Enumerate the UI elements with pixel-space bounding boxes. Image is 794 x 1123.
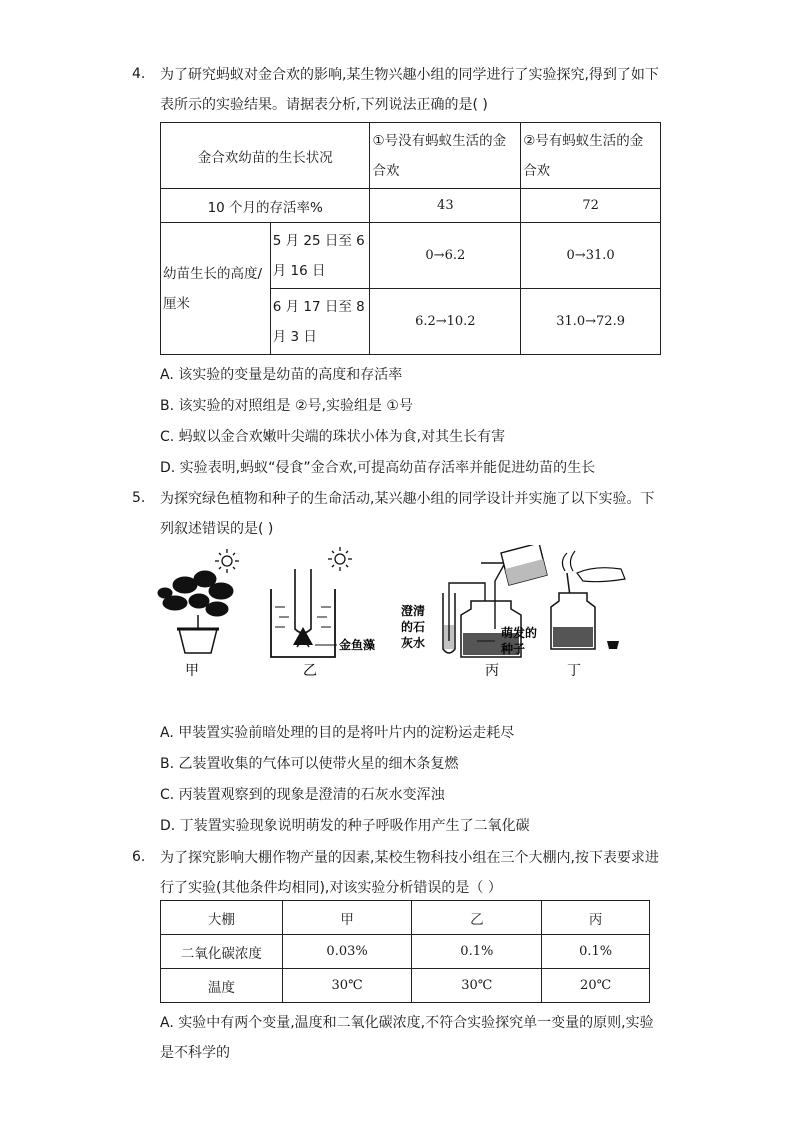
sun-icon: [215, 549, 239, 573]
beaker-icon: [271, 589, 335, 657]
question-4-stem: 为了研究蚂蚁对金合欢的影响,某生物兴趣小组的同学进行了实验探究,得到了如下表所示的实验结果。请据表分析,下列说法正确的是( ): [160, 67, 659, 113]
limewater-label-1: 澄清: [401, 604, 426, 618]
seeds-label-1: 萌发的: [501, 626, 538, 640]
question-5-stem: 为探究绿色植物和种子的生命活动,某兴趣小组的同学设计并实施了以下实验。下列叙述错误的是( ): [160, 491, 655, 537]
q4-period-1-v2: 0→31.0: [521, 223, 661, 289]
q4-survival-1: 43: [370, 189, 521, 223]
figure-yi-beaker: [271, 547, 375, 679]
figure-ding-jar: [551, 551, 625, 679]
q6-co2-jia: 0.03%: [282, 935, 412, 969]
question-6-option-a: A. 实验中有两个变量,温度和二氧化碳浓度,不符合实验探究单一变量的原则,实验是不科学的: [160, 1015, 654, 1061]
q6-header-greenhouse: 大棚: [161, 901, 283, 935]
smoke-icon: [562, 551, 575, 571]
q6-header-yi: 乙: [412, 901, 542, 935]
experiment-figure: [155, 545, 635, 685]
q6-header-jia: 甲: [282, 901, 412, 935]
goldfish-weed-label: 金鱼藻: [339, 638, 376, 652]
figure-label-bing: 丙: [485, 663, 499, 679]
q4-period-2-v1: 6.2→10.2: [370, 289, 521, 355]
figure-label-ding: 丁: [567, 663, 581, 679]
question-5-option-b: B. 乙装置收集的气体可以使带火星的细木条复燃: [160, 756, 459, 772]
figure-label-jia: 甲: [185, 663, 199, 679]
q6-temp-row: [161, 969, 650, 1003]
limewater-label-2: 的石: [401, 620, 426, 634]
q4-period-1-row: [161, 223, 661, 289]
question-4-number: 4.: [132, 66, 146, 82]
q6-header-bing: 丙: [542, 901, 650, 935]
q6-header-row: [161, 901, 650, 935]
q4-survival-2: 72: [521, 189, 661, 223]
q4-period-1: 5 月 25 日至 6 月 16 日: [270, 223, 370, 289]
q4-period-2: 6 月 17 日至 8 月 3 日: [270, 289, 370, 355]
question-5-option-a: A. 甲装置实验前暗处理的目的是将叶片内的淀粉运走耗尽: [160, 725, 515, 741]
q4-header-ant: ②号有蚂蚁生活的金 合欢: [521, 123, 661, 189]
q4-period-2-v2: 31.0→72.9: [521, 289, 661, 355]
figure-label-yi: 乙: [303, 663, 317, 679]
question-5-option-c: C. 丙装置观察到的现象是澄清的石灰水变浑浊: [160, 787, 445, 803]
q6-co2-label: 二氧化碳浓度: [161, 935, 283, 969]
question-4-option-c: C. 蚂蚁以金合欢嫩叶尖端的珠状小体为食,对其生长有害: [160, 429, 506, 445]
figure-jia-plant: [158, 549, 239, 679]
question-6-number: 6.: [132, 849, 146, 865]
q6-co2-bing: 0.1%: [542, 935, 650, 969]
seeds-label-2: 种子: [501, 642, 526, 656]
question-6-table: [160, 900, 650, 1003]
question-4-option-a: A. 该实验的变量是幼苗的高度和存活率: [160, 367, 403, 383]
question-4-table: [160, 122, 661, 355]
q4-header-row: [161, 123, 661, 189]
q6-co2-yi: 0.1%: [412, 935, 542, 969]
figure-bing-apparatus: [401, 545, 547, 679]
question-6-stem: 为了探究影响大棚作物产量的因素,某校生物科技小组在三个大棚内,按下表要求进行了实验(其他条件均相同),对该实验分析错误的是（ ）: [160, 850, 659, 896]
question-5-option-d: D. 丁装置实验现象说明萌发的种子呼吸作用产生了二氧化碳: [160, 818, 530, 834]
q4-height-label: 幼苗生长的高度/ 厘米: [161, 223, 271, 355]
plant-leaves-icon: [158, 571, 233, 616]
q4-period-1-v1: 0→6.2: [370, 223, 521, 289]
question-4-option-b: B. 该实验的对照组是 ②号,实验组是 ①号: [160, 398, 413, 414]
hand-icon: [577, 568, 625, 582]
q4-survival-label: 10 个月的存活率%: [161, 189, 370, 223]
q6-temp-bing: 20℃: [542, 969, 650, 1003]
limewater-label-3: 灰水: [401, 636, 426, 650]
flower-pot-icon: [179, 629, 217, 653]
q6-temp-label: 温度: [161, 969, 283, 1003]
q6-temp-yi: 30℃: [412, 969, 542, 1003]
question-5-number: 5.: [132, 490, 146, 506]
q4-header-label: 金合欢幼苗的生长状况: [161, 123, 370, 189]
sun-icon: [328, 547, 352, 571]
test-tube-icon: [295, 569, 311, 633]
q4-survival-row: [161, 189, 661, 223]
question-4-option-d: D. 实验表明,蚂蚁“侵食”金合欢,可提高幼苗存活率并能促进幼苗的生长: [160, 460, 596, 476]
small-cup-icon: [607, 641, 619, 649]
q4-header-no-ant: ①号没有蚂蚁生活的金 合欢: [370, 123, 521, 189]
q6-temp-jia: 30℃: [282, 969, 412, 1003]
q6-co2-row: [161, 935, 650, 969]
